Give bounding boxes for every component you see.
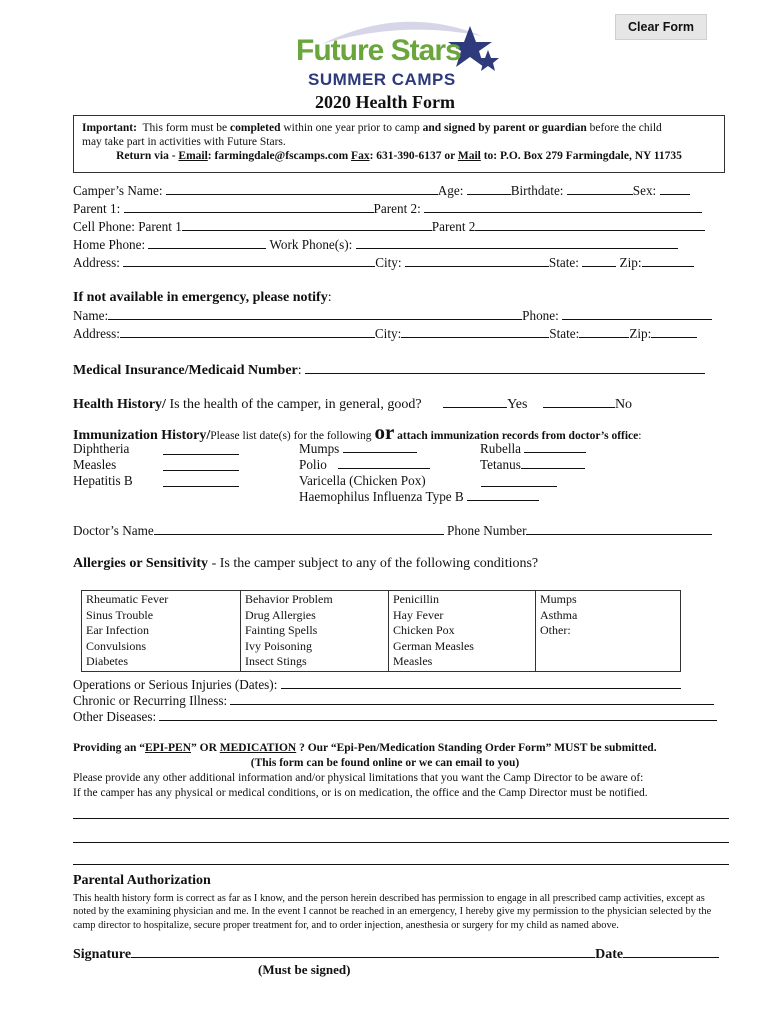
insurance-label: Medical Insurance/Medicaid Number xyxy=(73,363,298,378)
imm-haemophilus-label: Haemophilus Influenza Type B xyxy=(299,489,464,504)
emergency-address-field[interactable] xyxy=(120,326,375,338)
state-field[interactable] xyxy=(582,255,616,267)
signature-field[interactable] xyxy=(131,946,595,958)
health-yes-label: Yes xyxy=(507,397,528,412)
list-item[interactable]: Fainting Spells xyxy=(245,623,318,637)
emergency-name-row xyxy=(73,308,712,324)
list-item[interactable]: Mumps xyxy=(540,592,577,606)
emergency-zip-field[interactable] xyxy=(651,326,697,338)
epipen-online-note: (This form can be found online or we can email to you) xyxy=(250,757,520,769)
imm-rubella-label: Rubella xyxy=(480,441,522,456)
imm-varicella-field[interactable] xyxy=(481,475,557,487)
list-item[interactable]: Hay Fever xyxy=(393,607,444,622)
clear-form-button[interactable]: Clear Form xyxy=(615,14,707,40)
emergency-state-label: State: xyxy=(549,326,580,341)
sex-label: Sex: xyxy=(632,183,657,198)
imm-col2-row4 xyxy=(299,489,539,505)
imm-tetanus-label: Tetanus xyxy=(480,457,521,472)
additional-info-line-3[interactable] xyxy=(73,864,729,865)
parent2-label: Parent 2: xyxy=(373,201,421,216)
logo-subtitle: SUMMER CAMPS xyxy=(308,70,456,89)
camper-name-field[interactable] xyxy=(166,183,438,195)
epipen-line xyxy=(73,742,657,754)
allergy-col-1 xyxy=(82,591,241,672)
imm-haemophilus-field[interactable] xyxy=(467,489,539,501)
imm-measles-label: Measles xyxy=(73,457,117,472)
return-info xyxy=(82,149,716,163)
cell1-label: Cell Phone: Parent 1 xyxy=(73,219,182,234)
form-title: 2020 Health Form xyxy=(315,92,455,112)
imm-col3-row2 xyxy=(480,457,585,473)
list-item[interactable]: Asthma xyxy=(540,607,578,622)
state-label: State: xyxy=(548,255,579,270)
chronic-field[interactable] xyxy=(230,693,714,705)
imm-varicella-label: Varicella (Chicken Pox) xyxy=(299,473,426,488)
doctor-phone-label: Phone Number xyxy=(443,523,527,538)
address-field[interactable] xyxy=(123,255,375,267)
imm-hepatitis-label: Hepatitis B xyxy=(73,473,133,488)
date-field[interactable] xyxy=(623,946,719,958)
other-diseases-field[interactable] xyxy=(159,709,717,721)
emergency-heading-text: If not available in emergency, please notify xyxy=(73,290,328,305)
imm-tetanus-field[interactable] xyxy=(521,457,585,469)
address-label: Address: xyxy=(73,255,120,270)
imm-polio-label: Polio xyxy=(299,457,327,472)
zip-label: Zip: xyxy=(619,255,642,270)
signature-row xyxy=(73,946,719,963)
allergy-table xyxy=(81,590,681,672)
emergency-name-label: Name: xyxy=(73,308,109,323)
health-history-label: Health History/ xyxy=(73,397,166,412)
immunization-instruction: Please list date(s) for the following xyxy=(210,430,375,442)
imm-col3-row1 xyxy=(480,441,586,457)
notice-bold: and signed by parent or guardian xyxy=(422,122,587,134)
email-value: : farmingdale@fscamps.com xyxy=(207,150,352,162)
address-row xyxy=(73,255,694,271)
list-item[interactable]: Ear Infection xyxy=(86,623,149,637)
imm-measles-field[interactable] xyxy=(163,459,239,471)
important-label: Important: xyxy=(82,122,137,134)
immunization-colon: : xyxy=(638,430,642,442)
operations-field[interactable] xyxy=(281,677,681,689)
cell-phone-row xyxy=(73,219,705,235)
must-be-signed: (Must be signed) xyxy=(258,962,351,977)
imm-diphtheria-label: Diphtheria xyxy=(73,441,130,456)
additional-info-line-2[interactable] xyxy=(73,842,729,843)
table-row xyxy=(82,591,681,672)
imm-col1-row1 xyxy=(73,441,129,457)
notice-line-2: may take part in activities with Future Stars. xyxy=(82,136,286,148)
health-history-row xyxy=(73,396,632,413)
camper-name-label: Camper’s Name: xyxy=(73,183,163,198)
allergy-col-2 xyxy=(241,591,389,672)
imm-mumps-field[interactable] xyxy=(343,441,417,453)
signature-label: Signature xyxy=(73,947,132,962)
allergies-heading xyxy=(73,556,538,572)
list-item[interactable]: Other: xyxy=(540,623,571,637)
imm-col1-row2 xyxy=(73,457,116,473)
parents-row xyxy=(73,201,702,217)
cell2-label: Parent 2 xyxy=(431,219,476,234)
emergency-address-row xyxy=(73,326,697,342)
emergency-state-field[interactable] xyxy=(579,326,629,338)
sex-field[interactable] xyxy=(660,183,690,195)
health-question: Is the health of the camper, in general, good? xyxy=(165,397,422,412)
camper-name-row xyxy=(73,183,690,199)
other-diseases-row xyxy=(73,709,717,725)
imm-col2-row1 xyxy=(299,441,417,457)
birthdate-label: Birthdate: xyxy=(510,183,564,198)
authorization-heading: Parental Authorization xyxy=(73,873,211,888)
notice-text: This form must be xyxy=(142,122,228,134)
work-phone-label: Work Phone(s): xyxy=(269,237,353,252)
notice-text: before the child xyxy=(589,122,662,134)
list-item[interactable]: Measles xyxy=(393,654,433,668)
birthdate-field[interactable] xyxy=(567,183,633,195)
email-label: Email xyxy=(178,150,208,162)
list-item[interactable]: Behavior Problem xyxy=(245,592,333,606)
return-label: Return via - xyxy=(116,150,179,162)
date-label: Date xyxy=(595,947,624,962)
zip-field[interactable] xyxy=(642,255,694,267)
important-notice xyxy=(73,115,725,173)
list-item[interactable]: Insect Stings xyxy=(245,654,307,668)
insurance-row xyxy=(73,361,705,379)
list-item[interactable]: Drug Allergies xyxy=(245,607,316,622)
cell1-field[interactable] xyxy=(182,219,432,231)
parent2-field[interactable] xyxy=(424,201,702,213)
doctor-name-field[interactable] xyxy=(154,523,444,535)
work-phone-field[interactable] xyxy=(356,237,678,249)
emergency-address-label: Address: xyxy=(73,326,120,341)
imm-hepatitis-field[interactable] xyxy=(163,475,239,487)
other-diseases-label: Other Diseases: xyxy=(73,709,157,724)
health-no-label: No xyxy=(614,397,633,412)
list-item[interactable]: Ivy Poisoning xyxy=(245,638,313,653)
epipen-text: ? Our “Epi-Pen/Medication Standing Order Form” MUST be submitted. xyxy=(296,742,657,754)
imm-polio-field[interactable] xyxy=(338,457,430,469)
imm-rubella-field[interactable] xyxy=(524,441,586,453)
fax-label: Fax xyxy=(351,150,370,162)
immunization-or: or xyxy=(374,420,395,444)
future-stars-logo xyxy=(292,14,502,94)
age-field[interactable] xyxy=(467,183,511,195)
notify-text: If the camper has any physical or medical conditions, or is on medication, the office and the Camp Director must be notified. xyxy=(73,787,648,799)
imm-col1-row3 xyxy=(73,473,133,489)
immunization-label: Immunization History/ xyxy=(73,428,211,443)
parent1-label: Parent 1: xyxy=(73,201,121,216)
home-phone-label: Home Phone: xyxy=(73,237,146,252)
list-item[interactable]: Rheumatic Fever xyxy=(86,592,169,606)
home-phone-field[interactable] xyxy=(148,237,266,249)
chronic-label: Chronic or Recurring Illness: xyxy=(73,693,228,708)
imm-col2-row3 xyxy=(299,473,426,489)
doctor-name-label: Doctor’s Name xyxy=(73,523,154,538)
emergency-name-field[interactable] xyxy=(108,308,522,320)
notice-line-1 xyxy=(82,121,716,135)
notice-bold: completed xyxy=(230,122,281,134)
emergency-phone-label: Phone: xyxy=(522,308,559,323)
list-item[interactable]: Sinus Trouble xyxy=(86,607,154,622)
home-phone-row xyxy=(73,237,678,253)
list-item[interactable]: Diabetes xyxy=(86,654,128,668)
logo-title: Future Stars xyxy=(296,34,461,67)
chronic-row xyxy=(73,693,714,709)
imm-col2-row2 xyxy=(299,457,430,473)
emergency-zip-label: Zip: xyxy=(629,326,652,341)
age-label: Age: xyxy=(437,183,464,198)
emergency-city-label: City: xyxy=(374,326,402,341)
insurance-colon: : xyxy=(297,363,302,378)
allergy-col-3 xyxy=(389,591,536,672)
fax-value: : 631-390-6137 or xyxy=(369,150,458,162)
health-no-field[interactable] xyxy=(543,396,615,408)
allergies-label: Allergies or Sensitivity xyxy=(73,556,209,571)
doctor-phone-field[interactable] xyxy=(526,523,712,535)
medication-underlined: MEDICATION xyxy=(219,742,297,754)
insurance-field[interactable] xyxy=(305,361,705,374)
emergency-colon: : xyxy=(327,290,332,305)
mail-label: Mail xyxy=(457,150,481,162)
additional-info-text: Please provide any other additional information and/or physical limitations that you want the Camp Director to be aware of: xyxy=(73,772,644,784)
authorization-text: This health history form is correct as far as I know, and the person herein described has permission to engage in all prescribed camp activities, except as noted by the examining physician and me. In the event I cannot be reached in an emergency, I hereby give my permission to the physician selected by the camp director to hospitalize, secure proper treatment for, and to order injection, anesthesia or surgery for my child as named above. xyxy=(73,893,712,931)
additional-info-line-1[interactable] xyxy=(73,818,729,819)
notice-text: within one year prior to camp xyxy=(283,122,420,134)
epipen-text: Providing an “ xyxy=(73,742,145,754)
allergies-question: - Is the camper subject to any of the following conditions? xyxy=(208,556,539,571)
parent1-field[interactable] xyxy=(124,201,374,213)
list-item[interactable]: Convulsions xyxy=(86,638,147,653)
list-item[interactable]: Penicillin xyxy=(393,592,439,606)
allergy-col-4 xyxy=(536,591,681,672)
list-item[interactable]: German Measles xyxy=(393,638,474,653)
imm-mumps-label: Mumps xyxy=(299,441,340,456)
epipen-underlined: EPI-PEN xyxy=(145,742,191,754)
city-field[interactable] xyxy=(405,255,549,267)
cell2-field[interactable] xyxy=(475,219,705,231)
operations-row xyxy=(73,677,681,693)
operations-label: Operations or Serious Injuries (Dates): xyxy=(73,677,278,692)
emergency-city-field[interactable] xyxy=(401,326,549,338)
mail-value: to: P.O. Box 279 Farmingdale, NY 11735 xyxy=(480,150,682,162)
list-item[interactable]: Chicken Pox xyxy=(393,623,455,637)
immunization-attach: attach immunization records from doctor’s office xyxy=(394,430,639,442)
emergency-heading xyxy=(73,290,332,306)
city-label: City: xyxy=(375,255,402,270)
imm-diphtheria-field[interactable] xyxy=(163,443,239,455)
doctor-row xyxy=(73,523,712,539)
health-yes-field[interactable] xyxy=(443,396,507,408)
epipen-text: ” OR xyxy=(191,742,220,754)
emergency-phone-field[interactable] xyxy=(562,308,712,320)
